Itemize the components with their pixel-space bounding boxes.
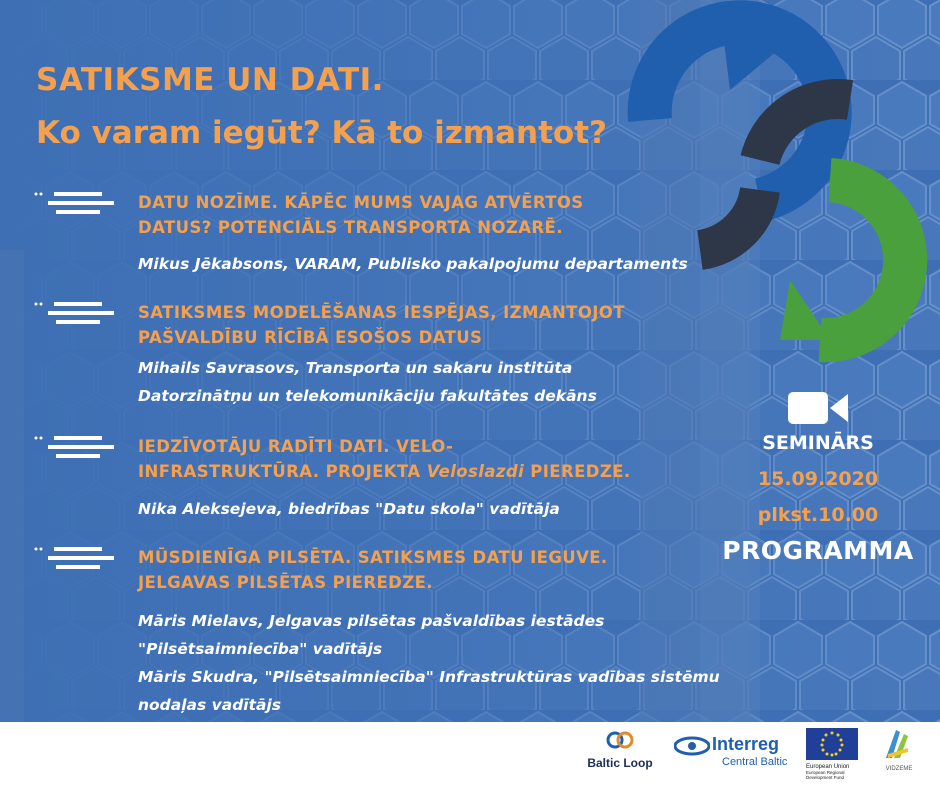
bullet-dash-icon <box>34 434 120 460</box>
vidzeme-icon <box>882 728 912 762</box>
speaker-line: Mikus Jēkabsons, VARAM, Publisko pakalpojumu departaments <box>138 255 688 273</box>
agenda-title-line: DATU NOZĪME. KĀPĒC MUMS VAJAG ATVĒRTOS <box>138 193 584 212</box>
page-title-line-2: Ko varam iegūt? Kā to izmantot? <box>36 115 608 151</box>
eu-text-3: Development Fund <box>806 775 845 780</box>
vidzeme-text: VIDZEME <box>885 766 913 772</box>
agenda-item-title <box>138 190 698 240</box>
seminar-date: 15.09.2020 <box>757 468 879 490</box>
baltic-loop-logo <box>580 728 660 778</box>
agenda-title-line: IEDZĪVOTĀJU RADĪTI DATI. VELO- <box>138 437 454 456</box>
bullet-dash-icon <box>34 300 120 326</box>
agenda-title-line: JELGAVAS PILSĒTAS PIEREDZE. <box>138 573 433 592</box>
seminar-time: plkst.10.00 <box>757 504 879 526</box>
baltic-loop-text: Baltic Loop <box>587 756 653 770</box>
project-name: Veloslazdi <box>426 462 525 481</box>
agenda-item-title <box>138 434 698 484</box>
interreg-logo <box>674 734 794 774</box>
speaker-line: Nika Aleksejeva, biedrības "Datu skola" vadītāja <box>138 500 560 518</box>
title-text: PIEREDZE. <box>524 462 631 481</box>
eu-logo <box>806 728 862 788</box>
speaker-line: nodaļas vadītājs <box>138 696 282 714</box>
agenda-title-line <box>138 459 698 484</box>
eu-text-1: European Union <box>806 764 850 770</box>
speaker-line: Māris Skudra, "Pilsētsaimniecība" Infrastruktūras vadības sistēmu <box>138 668 720 686</box>
agenda-title-line: PAŠVALDĪBU RĪCĪBĀ ESOŠOS DATUS <box>138 328 483 347</box>
footer-logos <box>0 722 940 788</box>
agenda-title-line: SATIKSMES MODELĒŠANAS IESPĒJAS, IZMANTOJOT <box>138 303 625 322</box>
interreg-text: Interreg <box>712 734 780 754</box>
speaker-line: Mihails Savrasovs, Transporta un sakaru institūta <box>138 359 573 377</box>
speaker-line: Datorzinātņu un telekomunikāciju fakultātes dekāns <box>138 387 597 405</box>
speaker-line: Māris Mielavs, Jelgavas pilsētas pašvaldības iestādes <box>138 612 605 630</box>
baltic-loop-icon <box>580 728 660 752</box>
program-label: PROGRAMMA <box>722 536 914 565</box>
title-text: INFRASTRUKTŪRA. PROJEKTA <box>138 462 427 481</box>
seminar-label: SEMINĀRS <box>762 432 874 454</box>
agenda-title-line: DATUS? POTENCIĀLS TRANSPORTA NOZARĒ. <box>138 218 563 237</box>
interreg-subtext: Central Baltic <box>722 756 788 768</box>
agenda-title-line: MŪSDIENĪGA PILSĒTA. SATIKSMES DATU IEGUVE. <box>138 548 608 567</box>
page-title-line-1: SATIKSME UN DATI. <box>36 62 384 98</box>
agenda-item-title <box>138 300 698 350</box>
interreg-eye-icon <box>674 736 710 756</box>
speaker-line: "Pilsētsaimniecība" vadītājs <box>138 640 383 658</box>
agenda-item-title <box>138 545 698 595</box>
vidzeme-logo <box>874 728 924 782</box>
eu-flag-icon <box>806 728 858 760</box>
video-camera-icon <box>788 390 848 426</box>
bullet-dash-icon <box>34 190 120 216</box>
eu-text-2: European Regional <box>806 770 845 775</box>
bullet-dash-icon <box>34 545 120 571</box>
